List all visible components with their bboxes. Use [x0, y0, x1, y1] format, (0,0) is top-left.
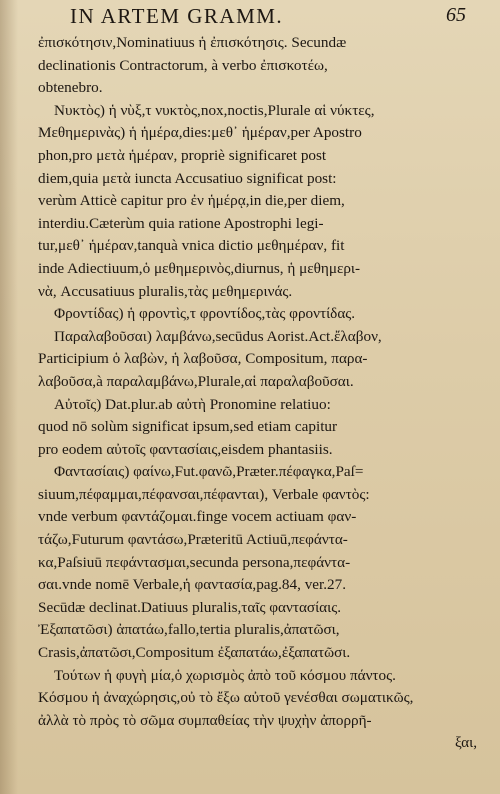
page-header	[70, 4, 470, 30]
text-line: λαβοῦσα,à παραλαμβάνω,Plurale,αἱ παραλαβοῦσαι.	[38, 372, 354, 390]
text-line: τάζω,Futurum φαντάσω,Præteritū Actiuū,πεφάντα-	[38, 531, 348, 549]
text-line: Μεθημερινὰς) ἡ ἡμέρα,dies:μεθ᾽ ἡμέραν,per Apostro	[38, 124, 362, 142]
text-line: siuum,πέφαμμαι,πέφανσαι,πέφανται), Verbale φαντὸς:	[38, 485, 370, 503]
text-line: phon,pro μετὰ ἡμέραν, propriè significaret post	[38, 146, 327, 164]
text-line: quod nō solùm significat ipsum,sed etiam capitur	[38, 418, 338, 436]
text-line: Φροντίδας) ἡ φροντὶς,τ φροντίδος,τὰς φροντίδας.	[54, 305, 356, 323]
text-line: Τούτων ἡ φυγὴ μία,ὁ χωρισμὸς ἀπὸ τοῦ κόσμου πάντος.	[54, 666, 396, 684]
text-line: Νυκτὸς) ἡ νὺξ,τ νυκτὸς,nox,noctis,Plurale αἱ νύκτες,	[54, 101, 375, 119]
text-line: interdiu.Cæterùm quia ratione Apostrophi legi-	[38, 214, 324, 232]
text-line: ἐπισκότησιν,Nominatiuus ἡ ἐπισκότησις. Secundæ	[38, 34, 347, 51]
text-line: Crasis,ἀπατῶσι,Compositum ἐξαπατάω,ἐξαπατῶσι.	[38, 644, 351, 662]
text-line: declinationis Contractorum, à verbo ἐπισκοτέω,	[38, 56, 328, 74]
text-line: Ἐξαπατῶσι) ἀπατάω,fallo,tertia pluralis,ἀπατῶσι,	[38, 621, 340, 639]
text-line: Παραλαβοῦσαι) λαμβάνω,secūdus Aorist.Act.ἔλαβον,	[54, 327, 382, 345]
text-line: diem,quia μετὰ iuncta Accusatiuo significat post:	[38, 169, 337, 187]
text-line: vnde verbum φαντάζομαι.finge vocem actiuam φαν-	[38, 508, 357, 526]
text-line: ἀλλὰ τὸ πρὸς τὸ σῶμα συμπαθείας τὴν ψυχὴν ἀπορρῆ-	[38, 711, 372, 729]
text-line: Participium ὁ λαβὼν, ἡ λαβοῦσα, Compositum, παρα-	[38, 350, 368, 368]
page-number: 65	[446, 4, 466, 26]
text-line: κα,Paſsiuū πεφάντασμαι,secunda persona,πεφάντα-	[38, 553, 351, 571]
text-line: Κόσμου ἡ ἀναχώρησις,οὐ τὸ ἔξω αὐτοῦ γενέσθαι σωματικῶς,	[38, 689, 414, 707]
text-line: σαι.vnde nomē Verbale,ἡ φαντασία,pag.84, ver.27.	[38, 576, 347, 594]
text-line: obtenebro.	[38, 79, 103, 97]
text-line: verùm Atticè capitur pro ἐν ἡμέρᾳ,in die,per diem,	[38, 192, 345, 210]
text-line: Φαντασίαις) φαίνω,Fut.φανῶ,Præter.πέφαγκα,Paſ=	[54, 463, 364, 481]
text-line: pro eodem αὐτοῖς φαντασίαις,eisdem phantasiis.	[38, 440, 333, 458]
text-block	[38, 32, 483, 755]
text-line: Secūdæ declinat.Datiuus pluralis,ταῖς φαντασίαις.	[38, 598, 342, 616]
text-line: νὰ, Accusatiuus pluralis,τὰς μεθημερινάς.	[38, 282, 293, 300]
text-line: tur,μεθ᾽ ἡμέραν,tanquà vnica dictio μεθημέραν, fit	[38, 237, 345, 255]
text-line: ξαι,	[454, 734, 477, 752]
text-line: Αὐτοῖς) Dat.plur.ab αὐτὴ Pronomine relatiuo:	[54, 395, 331, 413]
text-line: inde Adiectiuum,ὁ μεθημερινὸς,diurnus, ἡ μεθημερι-	[38, 259, 361, 277]
running-head: IN ARTEM GRAMM.	[70, 4, 284, 28]
